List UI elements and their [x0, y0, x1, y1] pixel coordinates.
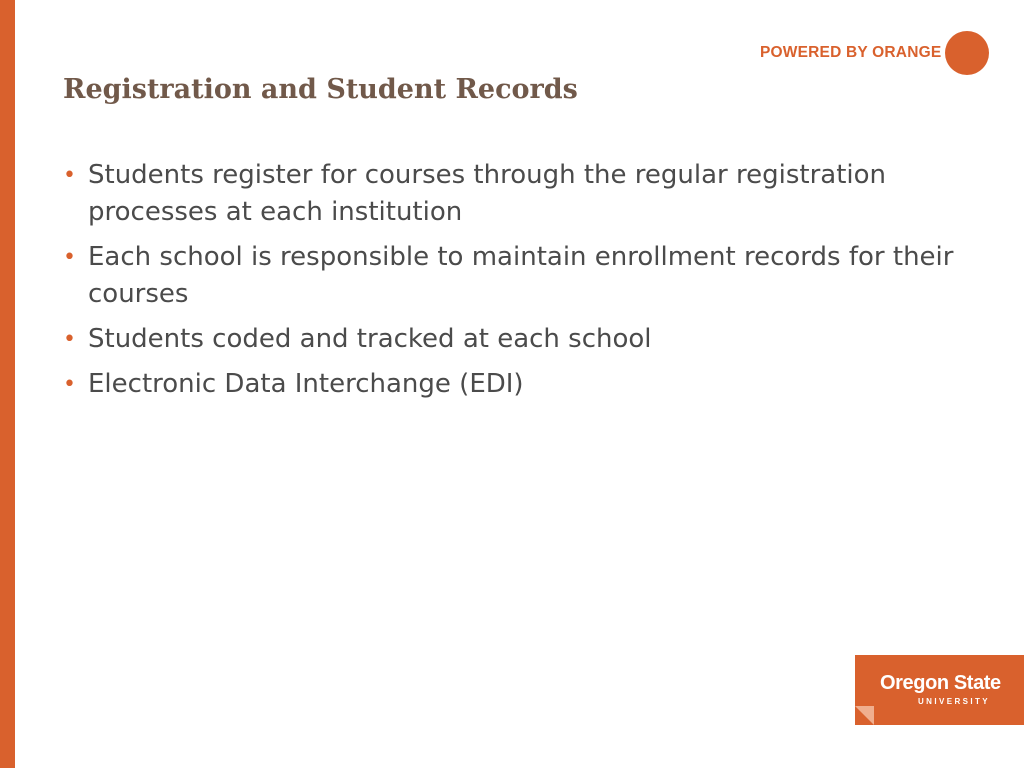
- orange-circle-icon: [945, 31, 989, 75]
- logo-subtitle: UNIVERSITY: [918, 697, 991, 706]
- bullet-dot-icon: •: [63, 327, 76, 352]
- bullet-item: [63, 239, 968, 313]
- logo-fold-icon: [855, 706, 874, 725]
- bullet-list: [63, 157, 968, 411]
- bullet-text: Students register for courses through the regular registration processes at each institution: [88, 160, 887, 227]
- logo-name: Oregon State: [880, 672, 1001, 694]
- bullet-dot-icon: •: [63, 245, 76, 270]
- bullet-text: Each school is responsible to maintain enrollment records for their courses: [88, 242, 954, 309]
- brand-tagline: POWERED BY ORANGE: [760, 44, 942, 61]
- powered-by-orange-logo: [760, 31, 989, 75]
- bullet-text: Electronic Data Interchange (EDI): [88, 369, 524, 399]
- slide-title: Registration and Student Records: [63, 74, 578, 105]
- bullet-dot-icon: •: [63, 163, 76, 188]
- bullet-text: Students coded and tracked at each school: [88, 324, 652, 354]
- bullet-dot-icon: •: [63, 372, 76, 397]
- left-accent-bar: [0, 0, 15, 768]
- bullet-item: [63, 366, 968, 403]
- bullet-item: [63, 157, 968, 231]
- bullet-item: [63, 321, 968, 358]
